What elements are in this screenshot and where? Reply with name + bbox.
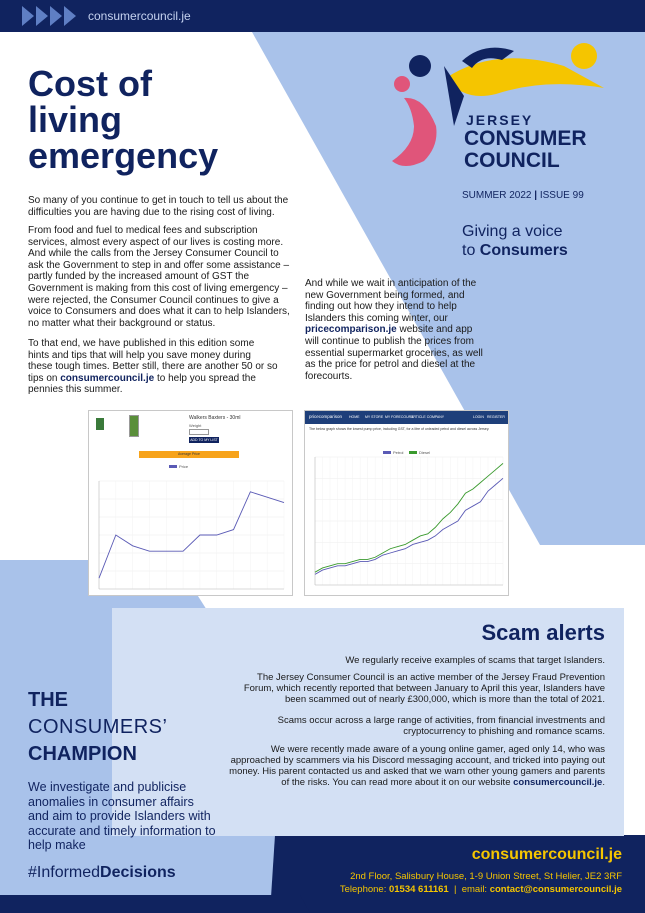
logo-text-jersey: JERSEY bbox=[466, 112, 534, 128]
champion-body: We investigate and publicise anomalies in consumer affairs and aim to provide Islanders with accurate and timely information to help make bbox=[28, 780, 216, 852]
logo-text-consumer: CONSUMER bbox=[464, 127, 587, 150]
fuel-price-screenshot bbox=[304, 410, 509, 596]
series-line-petrol bbox=[315, 478, 503, 574]
footer-contact bbox=[280, 884, 622, 895]
phone-number[interactable]: 01534 611161 bbox=[388, 884, 449, 895]
chart-note: The below graph shows the lowest pump price, including GST, for a litre of unleaded petrol and diesel across Jersey. bbox=[309, 427, 490, 431]
nav-home[interactable]: HOME bbox=[349, 415, 360, 419]
average-price-banner: Average Price bbox=[139, 451, 239, 458]
nav-login[interactable]: LOGIN bbox=[473, 415, 484, 419]
price-history-screenshot bbox=[88, 410, 293, 596]
scam-title: Scam alerts bbox=[481, 620, 605, 645]
consumercouncil-link[interactable]: consumercouncil.je bbox=[513, 777, 603, 788]
chevron-right-icon bbox=[36, 6, 48, 26]
email-label: | email: bbox=[448, 884, 490, 895]
tagline-line-2 bbox=[462, 241, 568, 260]
column2-text: And while we wait in anticipation of the new Government being formed, and finding out how they intend to help Islanders this coming winter, our bbox=[305, 278, 477, 324]
title-line-1: Cost of bbox=[28, 63, 152, 104]
fuel-price-chart bbox=[305, 447, 510, 597]
scam-paragraph-2: The Jersey Consumer Council is an active member of the Jersey Fraud Prevention Forum, which recently reported that between January to April this year, Islanders have been scammed out of nearly £300,000, which is more than the total of 2021. bbox=[243, 672, 605, 705]
column2-paragraph bbox=[305, 278, 485, 382]
intro-paragraph-2: From food and fuel to medical fees and subscription services, almost every aspect of our lives is costing more. And while the calls from the Jersey Consumer Council to ask the Government to step in and offer some assistance – partly funded by the increased amount of GST the Government is making from this cost of living emergency – were rejected, the Consumer Council continues to give a voice to Consumers and does what it can to help Islanders, no matter what their background or status. bbox=[28, 225, 290, 329]
phone-label: Telephone: bbox=[339, 884, 389, 895]
scam-text: . bbox=[602, 777, 605, 788]
chevron-right-icon bbox=[64, 6, 76, 26]
price-history-chart bbox=[89, 461, 294, 597]
champion-line-1: THE bbox=[28, 689, 68, 711]
page-title bbox=[28, 63, 288, 176]
hashtag bbox=[28, 864, 176, 882]
intro-text: to help you spread the pennies this summer. bbox=[28, 372, 256, 396]
champion-line-2: CONSUMERS’ bbox=[28, 716, 168, 738]
scam-text: We were recently made aware of a young online gamer, aged only 14, who was approached by scammers via his Discord messaging account, and tricked into paying out money. His parent contacted us and asked that we warn other young gamers and parents of the risks. You can read more about it on our website bbox=[229, 744, 605, 788]
nav-article[interactable]: ARTICLE COMPANY bbox=[411, 415, 445, 419]
product-title: Walkers Baxters - 30ml bbox=[189, 415, 241, 421]
header-url[interactable]: consumercouncil.je bbox=[88, 9, 191, 23]
legend-swatch bbox=[169, 465, 177, 468]
title-line-3: emergency bbox=[28, 135, 219, 176]
tagline-line-1: Giving a voice bbox=[462, 223, 563, 240]
title-line-2: living bbox=[28, 99, 123, 140]
intro-text: To that end, we have published in this edition some hints and tips that will help you save money during these tough times. Better still, there are another 50 or so tips on bbox=[28, 338, 278, 384]
scam-paragraph-4 bbox=[225, 744, 605, 788]
weight-label: Weight bbox=[189, 423, 202, 428]
pricecomparison-link[interactable]: pricecomparison.je bbox=[305, 324, 397, 336]
site-navbar bbox=[305, 411, 508, 424]
consumercouncil-link[interactable]: consumercouncil.je bbox=[60, 372, 155, 384]
email-address[interactable]: contact@consumercouncil.je bbox=[489, 884, 622, 895]
footer-url[interactable]: consumercouncil.je bbox=[471, 846, 622, 863]
issue-number: ISSUE 99 bbox=[539, 190, 584, 201]
scam-paragraph-1: We regularly receive examples of scams that target Islanders. bbox=[345, 655, 605, 666]
product-thumbnail bbox=[96, 418, 104, 430]
legend-swatch bbox=[409, 451, 417, 454]
hashtag-emphasis: Decisions bbox=[100, 864, 176, 881]
series-line-diesel bbox=[315, 463, 503, 572]
product-image bbox=[129, 415, 139, 437]
legend-swatch bbox=[383, 451, 391, 454]
chevron-right-icon bbox=[50, 6, 62, 26]
legend-label: Diesel bbox=[419, 450, 431, 455]
tagline-text: to bbox=[462, 242, 480, 259]
issue-season: SUMMER 2022 bbox=[462, 190, 532, 201]
issue-label: SUMMER 2022 | ISSUE 99 bbox=[462, 190, 584, 201]
tagline-emphasis: Consumers bbox=[479, 242, 568, 259]
chevron-right-icon bbox=[22, 6, 34, 26]
intro-paragraph-1: So many of you continue to get in touch to tell us about the difficulties you are having due to the rising cost of living. bbox=[28, 195, 289, 218]
intro-paragraph-3 bbox=[28, 338, 278, 396]
add-to-list-button[interactable]: ADD TO MY LIST bbox=[190, 438, 218, 442]
nav-my-forecourt[interactable]: MY FORECOURT bbox=[385, 415, 414, 419]
legend-label: Petrol bbox=[393, 450, 404, 455]
logo-pink-dot bbox=[394, 76, 410, 92]
logo-navy-dot bbox=[409, 55, 431, 77]
legend-label: Price bbox=[179, 464, 189, 469]
logo-text-council: COUNCIL bbox=[464, 149, 560, 172]
footer-address: 2nd Floor, Salisbury House, 1-9 Union Street, St Helier, JE2 3RF bbox=[350, 871, 622, 882]
champion-line-3: CHAMPION bbox=[28, 743, 137, 765]
hashtag-text: #Informed bbox=[28, 864, 101, 881]
column2-text: website and app will continue to publish the prices from essential supermarket groceries, as well as the price for petrol and diesel at the forecourts. bbox=[305, 324, 483, 382]
quantity-stepper[interactable] bbox=[189, 429, 209, 435]
bottom-left-navy-corner bbox=[0, 895, 310, 913]
logo-pink-figure bbox=[392, 98, 437, 166]
tagline bbox=[462, 222, 568, 260]
nav-register[interactable]: REGISTER bbox=[487, 415, 505, 419]
scam-paragraph-3: Scams occur across a large range of activities, from financial investments and cryptocurrency to phishing and romance scams. bbox=[277, 715, 605, 737]
site-logo[interactable]: pricecomparison bbox=[309, 414, 343, 419]
nav-my-store[interactable]: MY STORE bbox=[365, 415, 384, 419]
logo-yellow-dot bbox=[571, 43, 597, 69]
